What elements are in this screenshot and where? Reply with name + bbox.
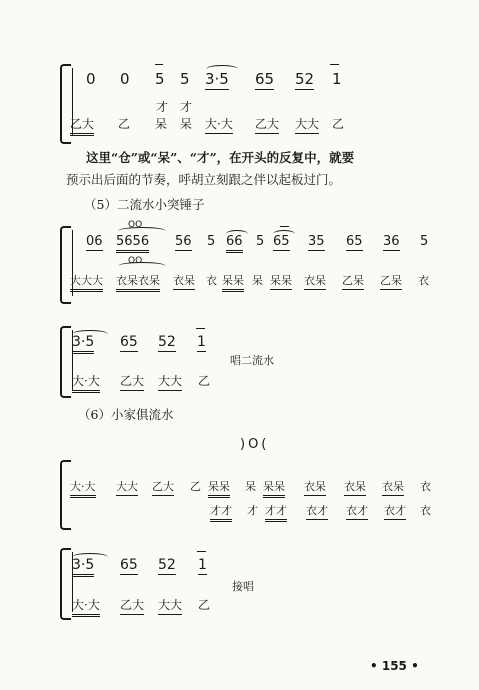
percussion-syllable: 呆呆 xyxy=(222,272,244,292)
note: 1 xyxy=(332,70,342,88)
note: 36 xyxy=(383,234,400,249)
percussion-syllable: 大·大 xyxy=(72,372,100,393)
percussion-syllable: 衣呆 xyxy=(304,478,326,496)
percussion-syllable: 衣 xyxy=(418,274,429,287)
paragraph-line: 这里“仓”或“呆”、“才”，在开头的反复中，就要 xyxy=(86,150,355,165)
note: 65 xyxy=(346,234,363,249)
annotation: 接唱 xyxy=(232,580,254,593)
note: 56 xyxy=(175,234,192,249)
percussion-syllable: 才才 xyxy=(265,502,287,522)
percussion-syllable: 呆呆 xyxy=(208,478,230,498)
percussion-syllable: 才 xyxy=(247,504,258,517)
percussion-syllable: 大大大 xyxy=(70,272,103,292)
percussion-syllable: 乙大 xyxy=(120,372,144,391)
percussion-syllable: 衣呆 xyxy=(382,478,404,496)
note: 0 xyxy=(120,70,130,88)
percussion-syllable: 乙大 xyxy=(120,596,144,615)
percussion-syllable: 呆呆 xyxy=(270,272,292,290)
note: 35 xyxy=(308,234,325,249)
accent-mark xyxy=(330,64,339,65)
percussion-syllable: 乙 xyxy=(198,598,211,612)
note: 52 xyxy=(158,557,176,573)
system-brace xyxy=(60,226,71,304)
section-marker: )O( xyxy=(240,437,270,452)
percussion-syllable: 乙 xyxy=(198,374,211,388)
note: 52 xyxy=(295,70,315,88)
note: 0 xyxy=(86,70,96,88)
percussion-syllable: 呆 xyxy=(245,480,256,493)
percussion-syllable: 衣才 xyxy=(384,502,406,520)
note: 52 xyxy=(158,334,176,350)
percussion-syllable: 呆 xyxy=(180,117,193,131)
note: 5 xyxy=(180,70,190,88)
page-number: • 155 • xyxy=(370,659,419,673)
percussion-syllable: 衣呆 xyxy=(304,272,326,290)
percussion-syllable: 衣呆 xyxy=(173,272,195,290)
percussion-syllable: 乙 xyxy=(118,117,131,131)
note: 5 xyxy=(207,234,216,249)
note: 5656 xyxy=(116,234,149,253)
note: 3·5 xyxy=(72,557,94,577)
note: 5 xyxy=(420,234,429,249)
note: 66 xyxy=(226,234,243,253)
percussion-syllable: 大·大 xyxy=(70,478,96,498)
percussion-syllable: 衣 xyxy=(206,274,217,287)
note: 1 xyxy=(197,334,206,350)
note: 06 xyxy=(86,234,103,249)
percussion-syllable: 呆 xyxy=(155,117,168,131)
percussion-syllable: 大·大 xyxy=(72,596,100,617)
ornament-syllable: 才 xyxy=(180,100,193,114)
percussion-syllable: 大·大 xyxy=(205,115,233,134)
percussion-syllable: 乙大 xyxy=(70,115,94,136)
percussion-syllable: 乙呆 xyxy=(342,272,364,290)
note: 5 xyxy=(256,234,265,249)
accent-mark xyxy=(196,328,205,329)
percussion-syllable: 才才 xyxy=(210,502,232,522)
note: 65 xyxy=(120,557,138,573)
section-heading: （6）小家俱流水 xyxy=(78,407,174,422)
ornament-syllable: 才 xyxy=(156,100,169,114)
percussion-syllable: 大大 xyxy=(116,478,138,496)
percussion-syllable: 衣 xyxy=(420,480,431,493)
paragraph-line: 预示出后面的节奏，呼胡立刻跟之伴以起板过门。 xyxy=(66,172,342,187)
ornament-mark: OO xyxy=(128,256,143,266)
slur xyxy=(118,262,166,270)
percussion-syllable: 衣呆 xyxy=(344,478,366,496)
ornament-mark: OO xyxy=(128,220,143,230)
percussion-syllable: 呆 xyxy=(252,274,263,287)
percussion-syllable: 大大 xyxy=(295,115,319,134)
annotation: 唱二流水 xyxy=(230,354,274,367)
note: 3·5 xyxy=(205,70,229,88)
percussion-syllable: 衣才 xyxy=(346,502,368,520)
note: 65 xyxy=(120,334,138,350)
percussion-syllable: 衣才 xyxy=(306,502,328,520)
percussion-syllable: 乙 xyxy=(332,117,345,131)
system-brace xyxy=(60,548,71,620)
note: 65 xyxy=(273,234,290,249)
system-brace xyxy=(60,326,71,398)
percussion-syllable: 乙呆 xyxy=(380,272,402,290)
accent-mark xyxy=(197,551,206,552)
percussion-syllable: 乙大 xyxy=(255,115,279,134)
percussion-syllable: 大大 xyxy=(158,596,182,615)
accent-mark xyxy=(280,226,289,227)
percussion-syllable: 乙 xyxy=(190,480,201,493)
note: 3·5 xyxy=(72,334,94,354)
accent-mark xyxy=(155,64,163,65)
percussion-syllable: 衣呆衣呆 xyxy=(116,272,160,292)
note: 1 xyxy=(198,557,207,573)
percussion-syllable: 呆呆 xyxy=(263,478,285,498)
percussion-syllable: 大大 xyxy=(158,372,182,391)
percussion-syllable: 衣 xyxy=(420,504,431,517)
note: 5 xyxy=(155,70,165,88)
section-heading: （5）二流水小突锤子 xyxy=(84,197,205,212)
note: 65 xyxy=(255,70,275,88)
percussion-syllable: 乙大 xyxy=(152,478,174,496)
